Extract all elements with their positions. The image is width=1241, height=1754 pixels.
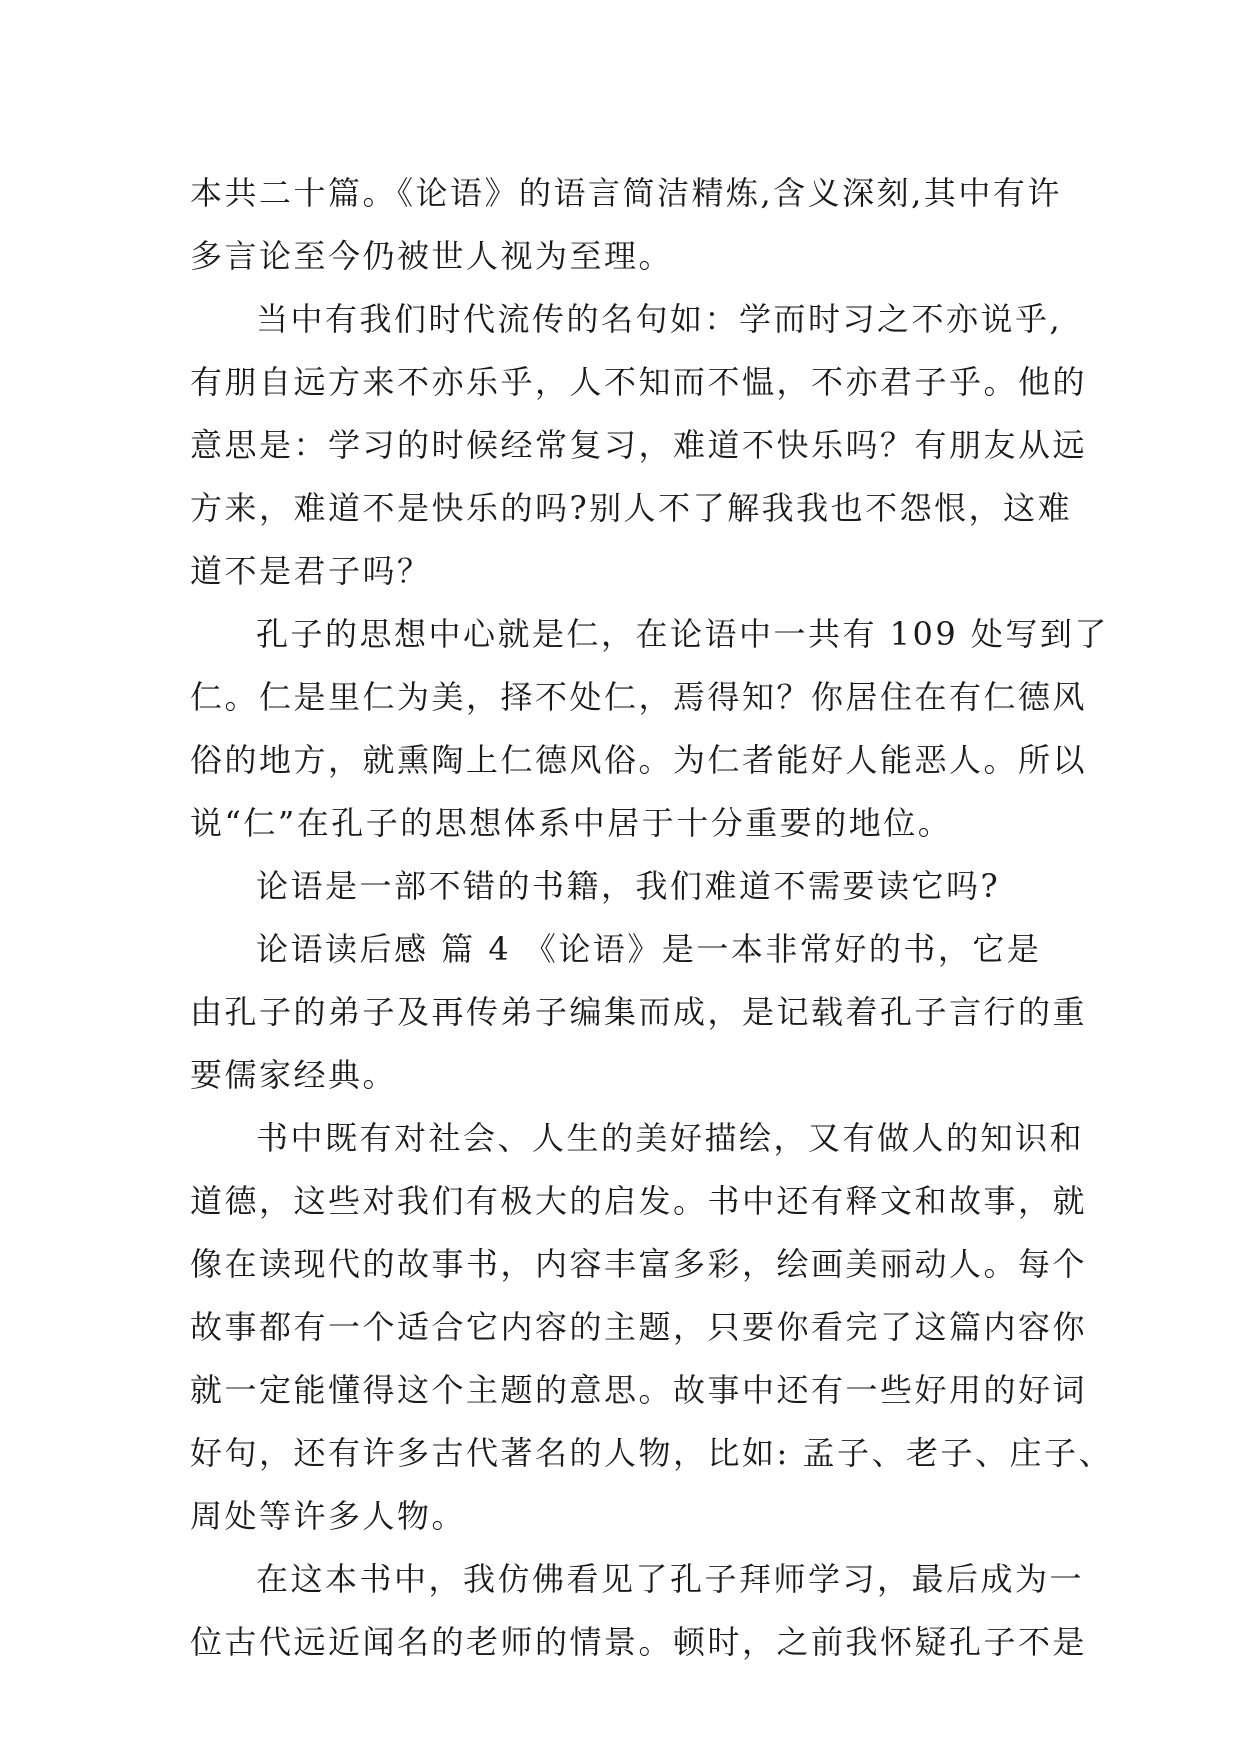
text-line: 意思是：学习的时候经常复习，难道不快乐吗？有朋友从远 — [190, 426, 1088, 464]
text-line: 方来，难道不是快乐的吗?别人不了解我我也不怨恨，这难 — [190, 489, 1073, 527]
text-line: 故事都有一个适合它内容的主题，只要你看完了这篇内容你 — [190, 1308, 1088, 1346]
text-line: 道德，这些对我们有极大的启发。书中还有释文和故事，就 — [190, 1182, 1088, 1220]
text-line: 多言论至今仍被世人视为至理。 — [190, 237, 674, 275]
document-text — [190, 162, 1113, 1674]
text-line: 像在读现代的故事书，内容丰富多彩，绘画美丽动人。每个 — [190, 1245, 1088, 1283]
text-line: 论语读后感 篇 4 《论语》是一本非常好的书，它是 — [256, 930, 1042, 968]
text-line: 当中有我们时代流传的名句如：学而时习之不亦说乎, — [256, 300, 1063, 338]
text-line: 周处等许多人物。 — [190, 1497, 467, 1535]
text-line: 位古代远近闻名的老师的情景。顿时，之前我怀疑孔子不是 — [190, 1623, 1088, 1661]
text-line: 俗的地方，就熏陶上仁德风俗。为仁者能好人能恶人。所以 — [190, 741, 1088, 779]
text-line: 就一定能懂得这个主题的意思。故事中还有一些好用的好词 — [190, 1371, 1088, 1409]
text-line: 孔子的思想中心就是仁，在论语中一共有 109 处写到了 — [256, 615, 1109, 653]
text-line: 要儒家经典。 — [190, 1056, 398, 1094]
text-line: 有朋自远方来不亦乐乎，人不知而不愠，不亦君子乎。他的 — [190, 363, 1088, 401]
text-line: 仁。仁是里仁为美，择不处仁，焉得知？你居住在有仁德风 — [190, 678, 1088, 716]
text-line: 书中既有对社会、人生的美好描绘，又有做人的知识和 — [256, 1119, 1085, 1157]
text-line: 在这本书中，我仿佛看见了孔子拜师学习，最后成为一 — [256, 1560, 1085, 1598]
text-line: 本共二十篇。《论语》的语言简洁精炼,含义深刻,其中有许 — [190, 174, 1062, 212]
text-line: 论语是一部不错的书籍，我们难道不需要读它吗? — [256, 867, 1001, 905]
text-line: 好句，还有许多古代著名的人物，比如: 孟子、老子、庄子、 — [190, 1434, 1113, 1472]
text-line: 道不是君子吗？ — [190, 552, 432, 590]
text-line: 由孔子的弟子及再传弟子编集而成，是记载着孔子言行的重 — [190, 993, 1088, 1031]
text-line: 说“仁”在孔子的思想体系中居于十分重要的地位。 — [190, 804, 953, 842]
